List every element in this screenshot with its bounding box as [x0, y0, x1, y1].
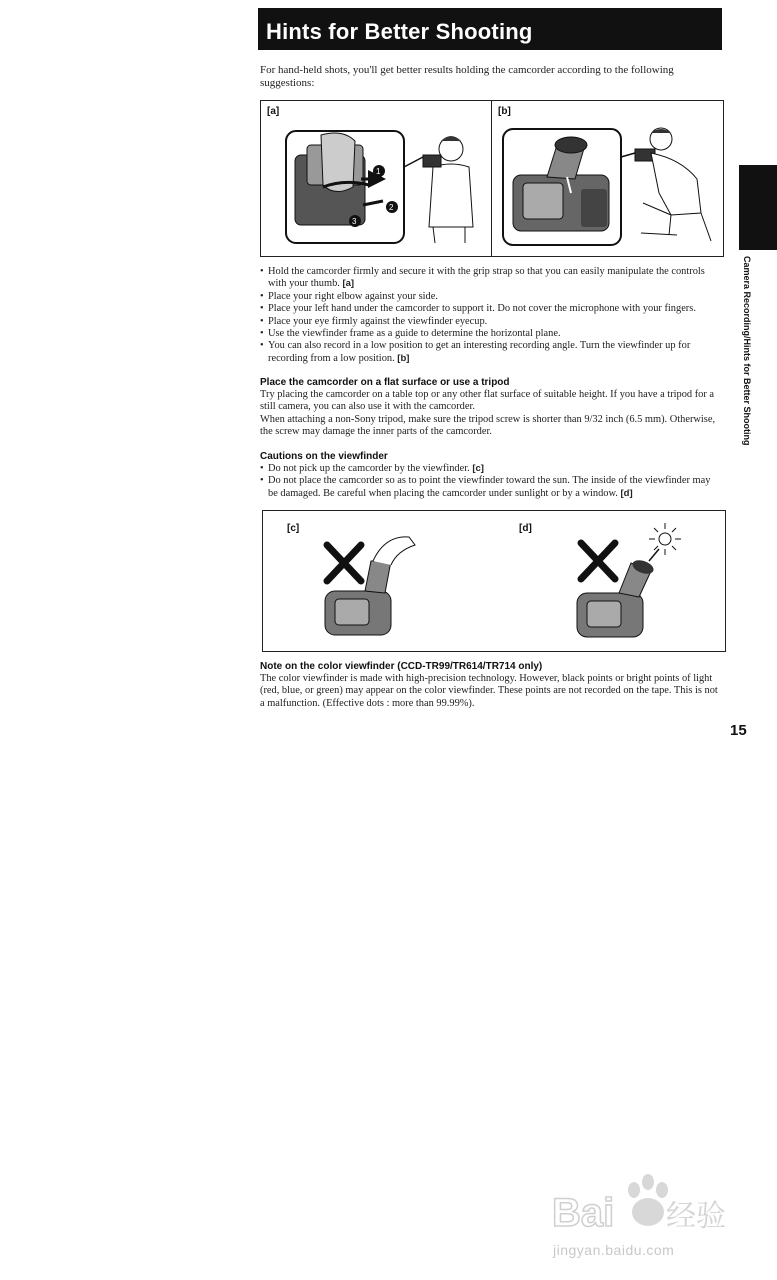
list-item — [260, 316, 722, 328]
list-item-text: Use the viewfinder frame as a guide to determine the horizontal plane. — [268, 328, 561, 340]
list-item — [260, 266, 722, 291]
cautions-list — [260, 463, 722, 500]
figure-label-a: [a] — [267, 106, 280, 117]
svg-text:Bai: Bai — [552, 1191, 615, 1235]
list-item-text: Place your eye firmly against the viewfinder eyecup. — [268, 315, 488, 327]
list-item — [260, 475, 722, 500]
title-bar — [258, 8, 722, 50]
note-text: The color viewfinder is made with high-precision technology. However, black points or bright points of light (red, blue, or green) may appear on the color viewfinder. These points are not recorded on the tape. This is not a malfunction. (Effective dots : more than 99.99%). — [260, 673, 718, 709]
page-title: Hints for Better Shooting — [266, 19, 533, 44]
tripod-paragraph-2: When attaching a non-Sony tripod, make sure the tripod screw is shorter than 9/32 inch (6.5 mm). Otherwise, the screw may damage the inner parts of the camcorder. — [260, 413, 716, 438]
list-item — [260, 291, 722, 303]
watermark-url: jingyan.baidu.com — [553, 1242, 675, 1258]
figure-label-c: [c] — [287, 523, 300, 534]
tripod-text — [260, 389, 722, 439]
figure-divider — [491, 101, 492, 256]
side-tab-marker — [739, 165, 777, 250]
figure-ref: [c] — [472, 463, 484, 474]
tripod-heading: Place the camcorder on a flat surface or use a tripod — [260, 377, 510, 388]
list-item-text: Place your left hand under the camcorder to support it. Do not cover the microphone with your fingers. — [268, 303, 696, 315]
intro-text: For hand-held shots, you'll get better results holding the camcorder according to the following suggestions: — [260, 64, 674, 89]
figure-ref: [b] — [397, 352, 410, 364]
list-item-text: Do not place the camcorder so as to point the viewfinder toward the sun. The inside of the viewfinder may be damaged. Be careful when placing the camcorder under sunlight or by a window. — [268, 475, 711, 499]
list-item-text: Place your right elbow against your side. — [268, 290, 438, 302]
list-item-text: Do not pick up the camcorder by the viewfinder. — [268, 463, 470, 474]
svg-text:经验: 经验 — [666, 1199, 726, 1234]
figure-ref: [a] — [342, 278, 355, 290]
illustration-low-position — [501, 123, 719, 251]
list-item — [260, 328, 722, 340]
side-tab-label: Camera Recording/Hints for Better Shooting — [742, 256, 752, 446]
page-number: 15 — [730, 722, 747, 739]
cautions-heading: Cautions on the viewfinder — [260, 451, 388, 462]
figure-label-b: [b] — [498, 106, 511, 117]
list-item — [260, 340, 722, 365]
note-heading: Note on the color viewfinder (CCD-TR99/TR614/TR714 only) — [260, 661, 543, 672]
svg-text:3: 3 — [352, 217, 357, 226]
illustration-grip-strap — [283, 127, 483, 249]
list-item — [260, 463, 722, 475]
figure-label-d: [d] — [519, 523, 532, 534]
figure-box-ab — [260, 100, 724, 257]
svg-text:2: 2 — [389, 203, 394, 212]
illustration-do-not-point-at-sun — [573, 521, 683, 645]
list-item-text: Hold the camcorder firmly and secure it with the grip strap so that you can easily manipulate the controls with your thumb. — [268, 266, 705, 290]
illustration-do-not-lift-by-viewfinder — [319, 525, 419, 645]
svg-text:1: 1 — [376, 167, 381, 176]
list-item-text: You can also record in a low position to get an interesting recording angle. Turn the viewfinder up for recording from a low position. — [268, 340, 691, 364]
figure-box-cd — [262, 510, 726, 652]
shooting-tips-list — [260, 266, 722, 365]
figure-ref: [d] — [620, 487, 633, 499]
list-item — [260, 303, 722, 315]
tripod-paragraph-1: Try placing the camcorder on a table top or any other flat surface of suitable height. If you have a tripod for a still camera, you can also use it with the camcorder. — [260, 389, 715, 413]
